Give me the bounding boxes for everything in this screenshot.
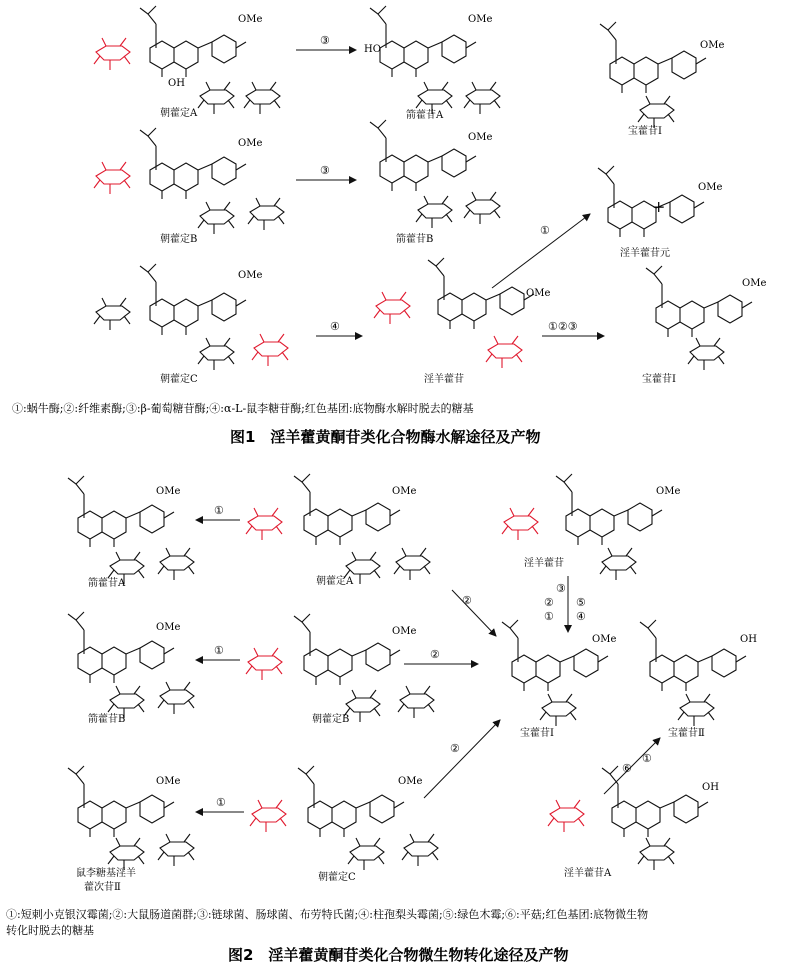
ome-label: OMe — [526, 288, 551, 299]
figure1-structures — [94, 6, 766, 370]
arrow-label: ② — [462, 594, 472, 607]
figure2-legend-line2: 转化时脱去的糖基 — [6, 924, 94, 937]
arrow-label: ① — [540, 224, 550, 237]
compound-name: 宝藿苷Ⅰ — [642, 374, 676, 385]
compound-name: 朝藿定C — [318, 872, 356, 883]
ome-label: OMe — [656, 486, 681, 497]
ome-label: OMe — [468, 14, 493, 25]
arrow-label: ⑤ — [576, 596, 586, 609]
compound-name: 淫羊藿苷A — [564, 868, 612, 879]
arrow-label: ② — [430, 648, 440, 661]
arrow-label: ⑥ — [622, 762, 632, 775]
figure2-legend-line1: ①:短刺小克银汉霉菌;②:大鼠肠道菌群;③:链球菌、肠球菌、布劳特氏菌;④:柱孢梨头霉菌;⑤:绿色木霉;⑥:平菇;红色基团:底物微生物 — [6, 908, 649, 921]
ome-label: OMe — [398, 776, 423, 787]
arrow-label: ③ — [556, 582, 566, 595]
compound-name: 宝藿苷Ⅰ — [520, 728, 554, 739]
compound-baohuoguan1-top-fig1 — [600, 22, 706, 128]
compound-name: 箭藿苷B — [88, 714, 126, 725]
ome-label: OMe — [392, 626, 417, 637]
figure2-structures — [68, 474, 757, 870]
compound-name: 朝藿定B — [160, 234, 198, 245]
arrow-label: ② — [544, 596, 554, 609]
compound-name: 鼠李糖基淫羊 — [76, 868, 136, 879]
arrow-label: ① — [642, 752, 652, 765]
arrow-label: ② — [450, 742, 460, 755]
figure1-caption: 图1 淫羊藿黄酮苷类化合物酶水解途径及产物 — [230, 428, 541, 446]
compound-name: 朝藿定A — [160, 108, 198, 119]
oh-label: OH — [168, 78, 185, 89]
arrow-label: ① — [216, 796, 226, 809]
ome-label: OMe — [700, 40, 725, 51]
ome-label: OMe — [742, 278, 767, 289]
arrow-label: ③ — [320, 164, 330, 177]
compound-name: 箭藿苷A — [88, 578, 126, 589]
compound-baohuoguan1-bottom-fig1 — [646, 266, 752, 370]
plus-sign: + — [652, 197, 666, 216]
compound-name: 淫羊藿苷 — [424, 374, 464, 385]
compound-name: 朝藿定C — [160, 374, 198, 385]
compound-name: 宝藿苷Ⅰ — [628, 126, 662, 137]
compound-name: 淫羊藿苷元 — [620, 248, 670, 259]
compound-baohuoguan2-fig2 — [640, 620, 746, 726]
ome-label: OMe — [392, 486, 417, 497]
compound-name: 朝藿定A — [316, 576, 354, 587]
compound-name: 藿次苷Ⅱ — [84, 882, 121, 893]
arrow-label: ① — [214, 504, 224, 517]
ome-label: OMe — [238, 270, 263, 281]
compound-name: 箭藿苷B — [396, 234, 434, 245]
arrow-label: ①②③ — [548, 320, 578, 333]
arrow-label: ④ — [330, 320, 340, 333]
oh-label: OH — [702, 782, 719, 793]
compound-name: 淫羊藿苷 — [524, 558, 564, 569]
arrow-label: ④ — [576, 610, 586, 623]
arrow-label: ③ — [320, 34, 330, 47]
ome-label: OMe — [698, 182, 723, 193]
compound-name: 箭藿苷A — [406, 110, 444, 121]
ome-label: OMe — [468, 132, 493, 143]
compound-icariinA-fig2 — [548, 766, 708, 870]
ome-label: OMe — [238, 14, 263, 25]
figure1-legend: ①:蜗牛酶;②:纤维素酶;③:β-葡萄糖苷酶;④:α-L-鼠李糖苷酶;红色基团:底物酶水解时脱去的糖基 — [12, 402, 474, 415]
ho-label: HO — [364, 44, 381, 55]
arrow-label: ① — [544, 610, 554, 623]
compound-name: 朝藿定B — [312, 714, 350, 725]
arrow-label: ① — [214, 644, 224, 657]
ome-label: OMe — [238, 138, 263, 149]
ome-label: OMe — [156, 622, 181, 633]
oh-label: OH — [740, 634, 757, 645]
figure2-caption: 图2 淫羊藿黄酮苷类化合物微生物转化途径及产物 — [228, 946, 569, 964]
ome-label: OMe — [592, 634, 617, 645]
ome-label: OMe — [156, 486, 181, 497]
ome-label: OMe — [156, 776, 181, 787]
compound-name: 宝藿苷Ⅱ — [668, 728, 705, 739]
compound-icaritin-fig1 — [598, 166, 704, 237]
